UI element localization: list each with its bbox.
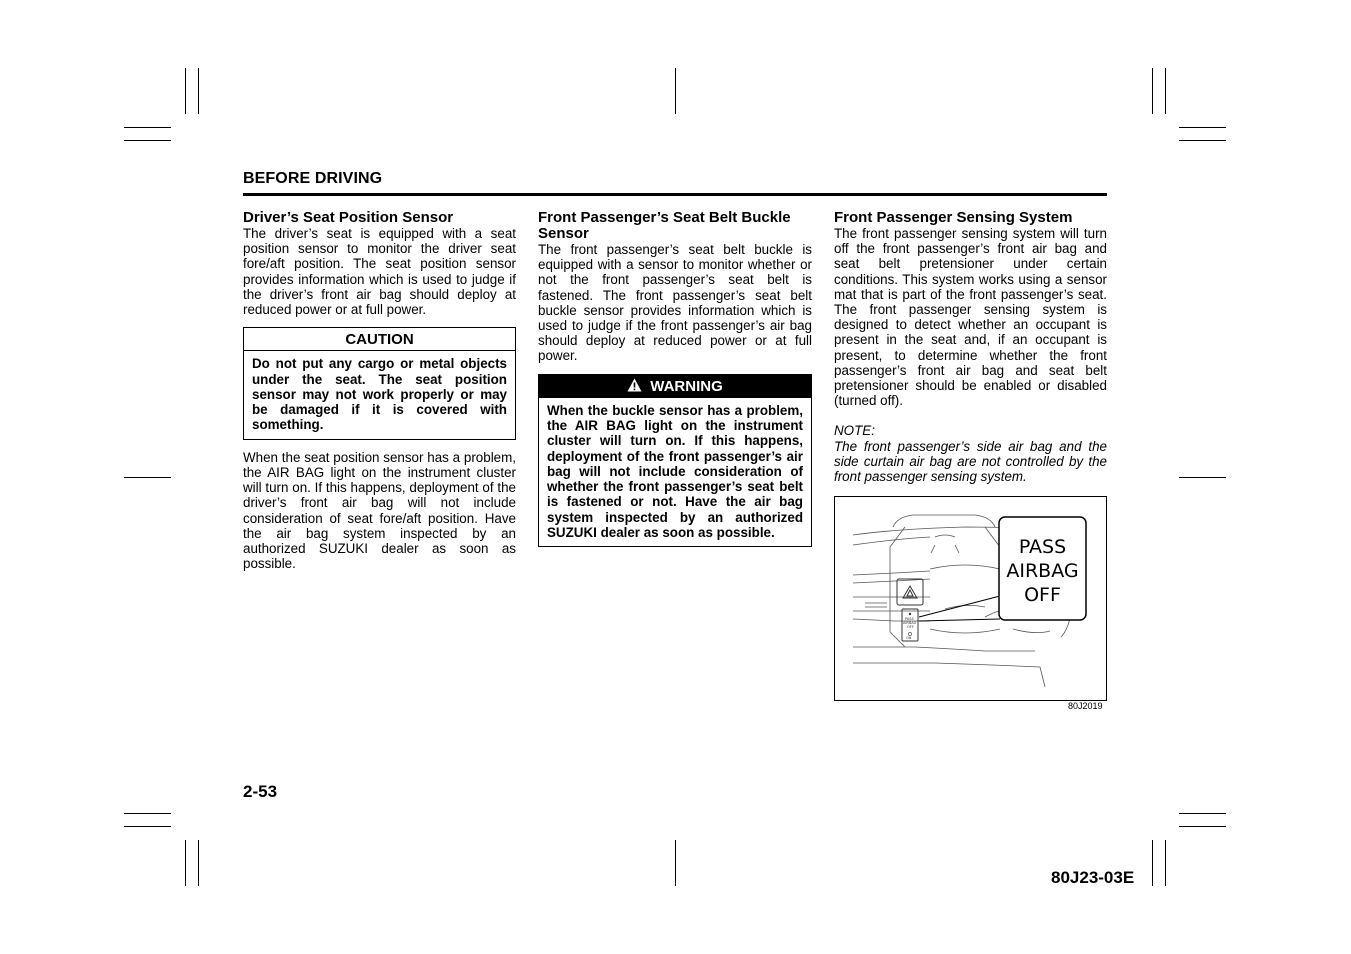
svg-text:OFF: OFF bbox=[907, 625, 914, 629]
crop-mark bbox=[1179, 140, 1226, 141]
paragraph-intro: The front passenger sensing system will turn off the front passenger’s front air bag and seat belt pretensioner under certain conditions. This system works using a sensor mat that is part of the front passenger’s seat. The front passenger sensing system is designed to detect whether an occupant is present in the seat and, if an occupant is present, to determine whether the front passenger’s front air bag and seat belt pretensioner should be enabled or disabled (turned off). bbox=[834, 226, 1107, 409]
crop-mark bbox=[124, 826, 171, 827]
dashboard-illustration bbox=[834, 496, 1107, 701]
crop-mark bbox=[1152, 840, 1153, 886]
note-text: The front passenger’s side air bag and the side curtain air bag are not controlled by the front passenger sensing system. bbox=[834, 438, 1107, 485]
column-buckle-sensor bbox=[538, 210, 812, 547]
crop-mark bbox=[124, 140, 171, 141]
page-number: 2-53 bbox=[243, 782, 278, 801]
column-driver-seat-sensor bbox=[243, 210, 516, 571]
header-rule bbox=[243, 193, 1107, 196]
crop-mark bbox=[185, 68, 186, 114]
svg-text:PASS: PASS bbox=[1018, 536, 1067, 558]
warning-label: WARNING bbox=[650, 377, 723, 395]
svg-text:PASS: PASS bbox=[905, 617, 914, 621]
paragraph-after-caution: When the seat position sensor has a problem, the AIR BAG light on the instrument cluster will turn on. If this happens, deployment of the driver’s front air bag will not include consideration of seat fore/aft position. Have the air bag system inspected by an authorized SUZUKI dealer as soon as possible. bbox=[243, 449, 516, 572]
warning-header bbox=[539, 375, 811, 398]
paragraph-intro: The driver’s seat is equipped with a seat position sensor to monitor the driver seat fore/aft position. The seat position sensor provides information which is used to judge if the driver’s front air bag should deploy at reduced power or at full power. bbox=[243, 226, 516, 318]
crop-mark bbox=[1179, 477, 1226, 478]
caution-label: CAUTION bbox=[244, 328, 515, 351]
section-title: BEFORE DRIVING bbox=[243, 170, 383, 187]
caution-box bbox=[243, 327, 516, 439]
note-label: NOTE: bbox=[834, 423, 875, 439]
crop-mark bbox=[124, 477, 171, 478]
crop-mark bbox=[1152, 68, 1153, 114]
heading-driver-seat-position-sensor: Driver’s Seat Position Sensor bbox=[243, 209, 454, 226]
crop-mark bbox=[1165, 68, 1166, 114]
column-passenger-sensing bbox=[834, 210, 1107, 484]
crop-mark bbox=[1179, 813, 1226, 814]
warning-text: When the buckle sensor has a problem, the AIR BAG light on the instrument cluster will turn on. If this happens, deployment of the front passenger’s air bag will not include consideration of whether the front passenger’s seat belt is fastened or not. Have the air bag system inspected by an authorized SUZUKI dealer as soon as possible. bbox=[547, 402, 803, 540]
svg-text:ON: ON bbox=[906, 636, 912, 640]
svg-text:AIRBAG: AIRBAG bbox=[903, 621, 917, 625]
crop-mark bbox=[124, 813, 171, 814]
document-code: 80J23-03E bbox=[1051, 868, 1135, 887]
figure-code: 80J2019 bbox=[1068, 701, 1103, 711]
crop-mark bbox=[1179, 127, 1226, 128]
heading-buckle-sensor: Front Passenger’s Seat Belt Buckle Sensor bbox=[538, 209, 791, 242]
caution-text: Do not put any cargo or metal objects under the seat. The seat position sensor may not work properly or may be damaged if it is covered with something. bbox=[252, 356, 507, 433]
crop-mark bbox=[675, 68, 676, 114]
crop-mark bbox=[198, 68, 199, 114]
crop-mark bbox=[1165, 840, 1166, 886]
crop-mark bbox=[1179, 826, 1226, 827]
svg-text:AIRBAG: AIRBAG bbox=[1006, 560, 1079, 582]
svg-text:OFF: OFF bbox=[1024, 584, 1061, 606]
crop-mark bbox=[675, 840, 676, 886]
warning-triangle-icon bbox=[627, 378, 642, 392]
dashboard-drawing bbox=[835, 497, 1106, 700]
crop-mark bbox=[124, 127, 171, 128]
paragraph-intro: The front passenger’s seat belt buckle is equipped with a sensor to monitor whether or not the front passenger’s seat belt is fastened. The front passenger’s seat belt buckle sensor provides information which is used to judge if the front passenger’s air bag should deploy at reduced power or at full power. bbox=[538, 242, 812, 364]
crop-mark bbox=[185, 840, 186, 886]
warning-box bbox=[538, 374, 812, 548]
crop-mark bbox=[198, 840, 199, 886]
heading-passenger-sensing-system: Front Passenger Sensing System bbox=[834, 209, 1073, 226]
